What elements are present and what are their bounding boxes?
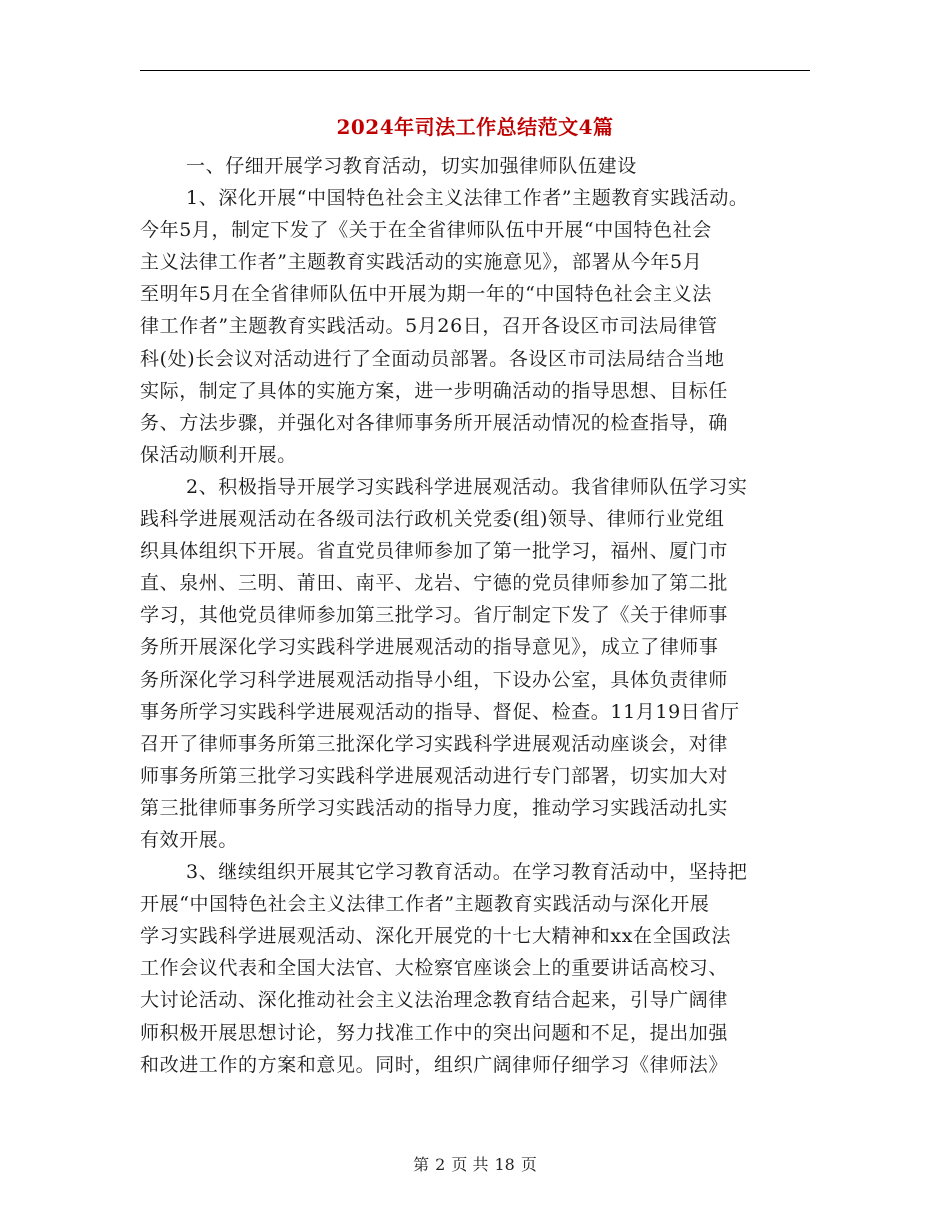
footer-page-number: 2 [435, 1155, 446, 1174]
paragraph-line: 召开了律师事务所第三批深化学习实践科学进展观活动座谈会，对律 [140, 732, 729, 755]
section-heading: 一、仔细开展学习教育活动，切实加强律师队伍建设 [186, 155, 637, 177]
document-body [140, 150, 815, 1081]
paragraph-line: 织具体组织下开展。省直党员律师参加了第一批学习，福州、厦门市 [140, 540, 729, 563]
paragraph-line: 师事务所第三批学习实践科学进展观活动进行专门部署，切实加大对 [140, 764, 729, 787]
document-title: 2024年司法工作总结范文4篇 [336, 115, 614, 139]
footer-total-pages: 18 [494, 1155, 515, 1174]
paragraph-line: 第三批律师事务所学习实践活动的指导力度，推动学习实践活动扎实 [140, 796, 729, 819]
paragraph-line: 务所开展深化学习实践科学进展观活动的指导意见》，成立了律师事 [140, 636, 719, 659]
paragraph-line: 学习，其他党员律师参加第三批学习。省厅制定下发了《关于律师事 [140, 604, 729, 627]
paragraph-line: 至明年5月在全省律师队伍中开展为期一年的“中国特色社会主义法 [140, 283, 712, 306]
footer-prefix: 第 [413, 1155, 430, 1174]
header-rule [140, 70, 810, 71]
paragraph-line: 大讨论活动、深化推动社会主义法治理念教育结合起来，引导广阔律 [140, 989, 729, 1012]
paragraph-line: 直、泉州、三明、莆田、南平、龙岩、宁德的党员律师参加了第二批 [140, 572, 729, 595]
footer-suffix: 页 [520, 1155, 537, 1174]
paragraph-line: 律工作者”主题教育实践活动。5月26日，召开各设区市司法局律管 [140, 315, 718, 338]
paragraph-line: 有效开展。 [140, 828, 239, 851]
paragraph-line: 开展“中国特色社会主义法律工作者”主题教育实践活动与深化开展 [140, 893, 710, 916]
footer-middle: 页 共 [451, 1155, 489, 1174]
paragraph-line: 学习实践科学进展观活动、深化开展党的十七大精神和xx在全国政法 [140, 925, 732, 948]
paragraph-line: 2、积极指导开展学习实践科学进展观活动。我省律师队伍学习实 [186, 475, 748, 498]
paragraph-line: 主义法律工作者”主题教育实践活动的实施意见》，部署从今年5月 [140, 251, 703, 274]
paragraph-line: 今年5月，制定下发了《关于在全省律师队伍中开展“中国特色社会 [140, 219, 712, 242]
paragraph-line: 1、深化开展“中国特色社会主义法律工作者”主题教育实践活动。 [186, 187, 749, 210]
paragraph-line: 工作会议代表和全国大法官、大检察官座谈会上的重要讲话高校习、 [140, 957, 729, 980]
paragraph-line: 实际，制定了具体的实施方案，进一步明确活动的指导思想、目标任 [140, 379, 729, 402]
paragraph-line: 科(处)长会议对活动进行了全面动员部署。各设区市司法局结合当地 [140, 347, 725, 370]
paragraph-line: 和改进工作的方案和意见。同时，组织广阔律师仔细学习《律师法》 [140, 1053, 729, 1076]
paragraph-line: 务、方法步骤，并强化对各律师事务所开展活动情况的检查指导，确 [140, 411, 729, 434]
paragraph-line: 保活动顺利开展。 [140, 443, 297, 466]
page-footer [0, 1154, 950, 1176]
paragraph-line: 事务所学习实践科学进展观活动的指导、督促、检查。11月19日省厅 [140, 700, 740, 723]
paragraph-line: 师积极开展思想讨论，努力找准工作中的突出问题和不足，提出加强 [140, 1021, 729, 1044]
paragraph-line: 践科学进展观活动在各级司法行政机关党委(组)领导、律师行业党组 [140, 508, 725, 531]
paragraph-line: 务所深化学习科学进展观活动指导小组，下设办公室，具体负责律师 [140, 668, 729, 691]
paragraph-line: 3、继续组织开展其它学习教育活动。在学习教育活动中，坚持把 [186, 861, 748, 884]
